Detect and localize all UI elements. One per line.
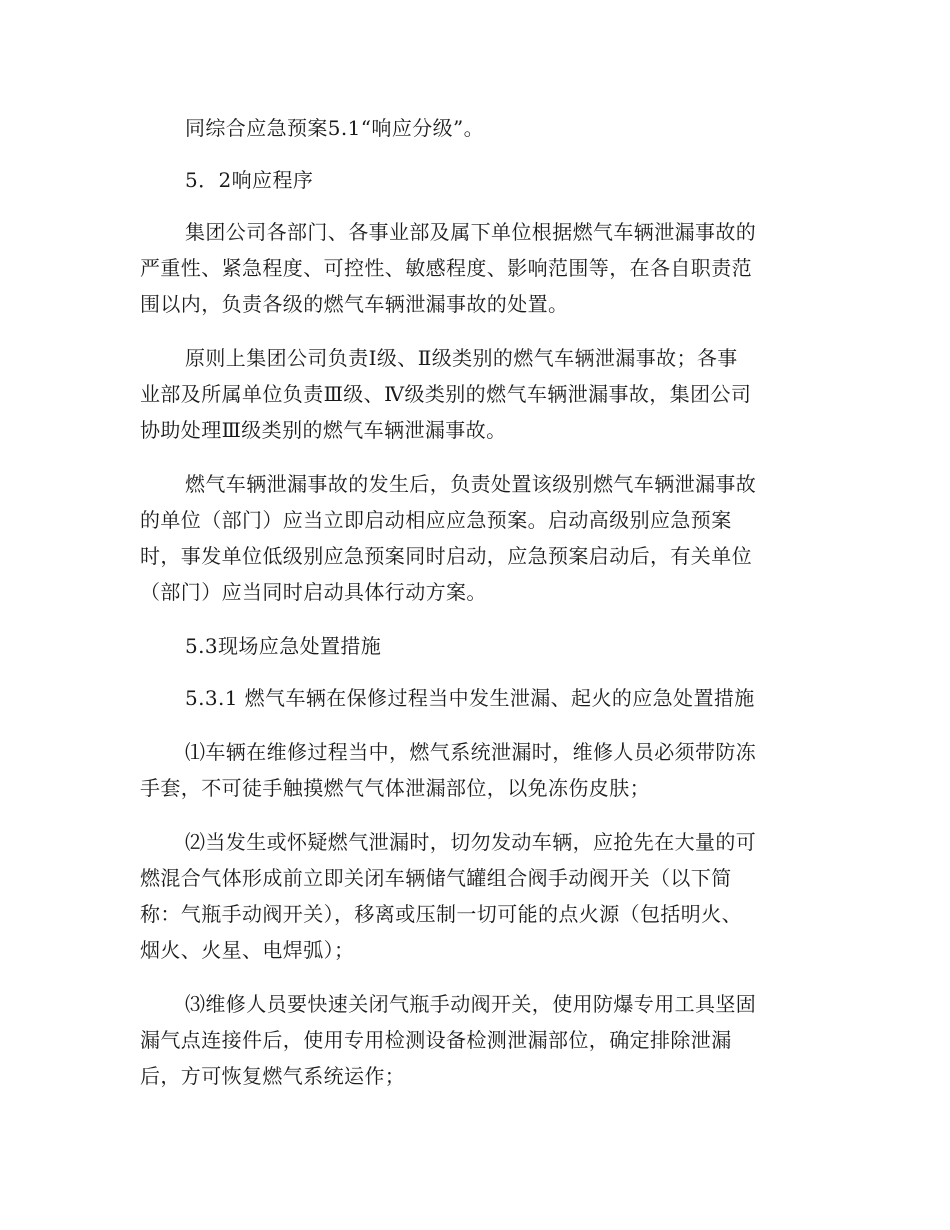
text-line: 时，事发单位低级别应急预案同时启动，应急预案启动后，有关单位 <box>140 544 752 568</box>
text-line: ⑶维修人员要快速关闭气瓶手动阀开关，使用防爆专用工具坚固 <box>185 992 757 1016</box>
section-heading: 5.3.1 燃气车辆在保修过程当中发生泄漏、起火的应急处置措施 <box>185 686 755 710</box>
text-line: 业部及所属单位负责Ⅲ级、Ⅳ级类别的燃气车辆泄漏事故，集团公司 <box>140 382 752 406</box>
text-line: 烟火、火星、电焊弧）； <box>140 938 355 962</box>
text-line: 燃混合气体形成前立即关闭车辆储气罐组合阀手动阀开关（以下简 <box>140 866 732 890</box>
text-line: 原则上集团公司负责Ⅰ级、Ⅱ级类别的燃气车辆泄漏事故；各事 <box>185 346 738 370</box>
text-line: ⑴车辆在维修过程当中，燃气系统泄漏时，维修人员必须带防冻 <box>185 740 757 764</box>
text-line: 集团公司各部门、各事业部及属下单位根据燃气车辆泄漏事故的 <box>185 220 757 244</box>
text-line: 手套，不可徒手触摸燃气气体泄漏部位，以免冻伤皮肤； <box>140 776 650 800</box>
text-line: 同综合应急预案5.1“响应分级”。 <box>185 116 485 140</box>
text-line: 严重性、紧急程度、可控性、敏感程度、影响范围等，在各自职责范 <box>140 256 752 280</box>
section-heading: 5.3现场应急处置措施 <box>185 634 382 658</box>
text-line: 协助处理Ⅲ级类别的燃气车辆泄漏事故。 <box>140 418 507 442</box>
text-line: 后，方可恢复燃气系统运作； <box>140 1064 406 1088</box>
text-line: 围以内，负责各级的燃气车辆泄漏事故的处置。 <box>140 292 569 316</box>
text-line: 称：气瓶手动阀开关），移离或压制一切可能的点火源（包括明火、 <box>140 902 742 926</box>
section-heading: 5．2响应程序 <box>185 168 314 192</box>
text-line: 燃气车辆泄漏事故的发生后，负责处置该级别燃气车辆泄漏事故 <box>185 472 757 496</box>
text-line: （部门）应当同时启动具体行动方案。 <box>140 580 487 604</box>
text-line: ⑵当发生或怀疑燃气泄漏时，切勿发动车辆，应抢先在大量的可 <box>185 830 757 854</box>
text-line: 漏气点连接件后，使用专用检测设备检测泄漏部位，确定排除泄漏 <box>140 1028 732 1052</box>
text-line: 的单位（部门）应当立即启动相应应急预案。启动高级别应急预案 <box>140 508 732 532</box>
